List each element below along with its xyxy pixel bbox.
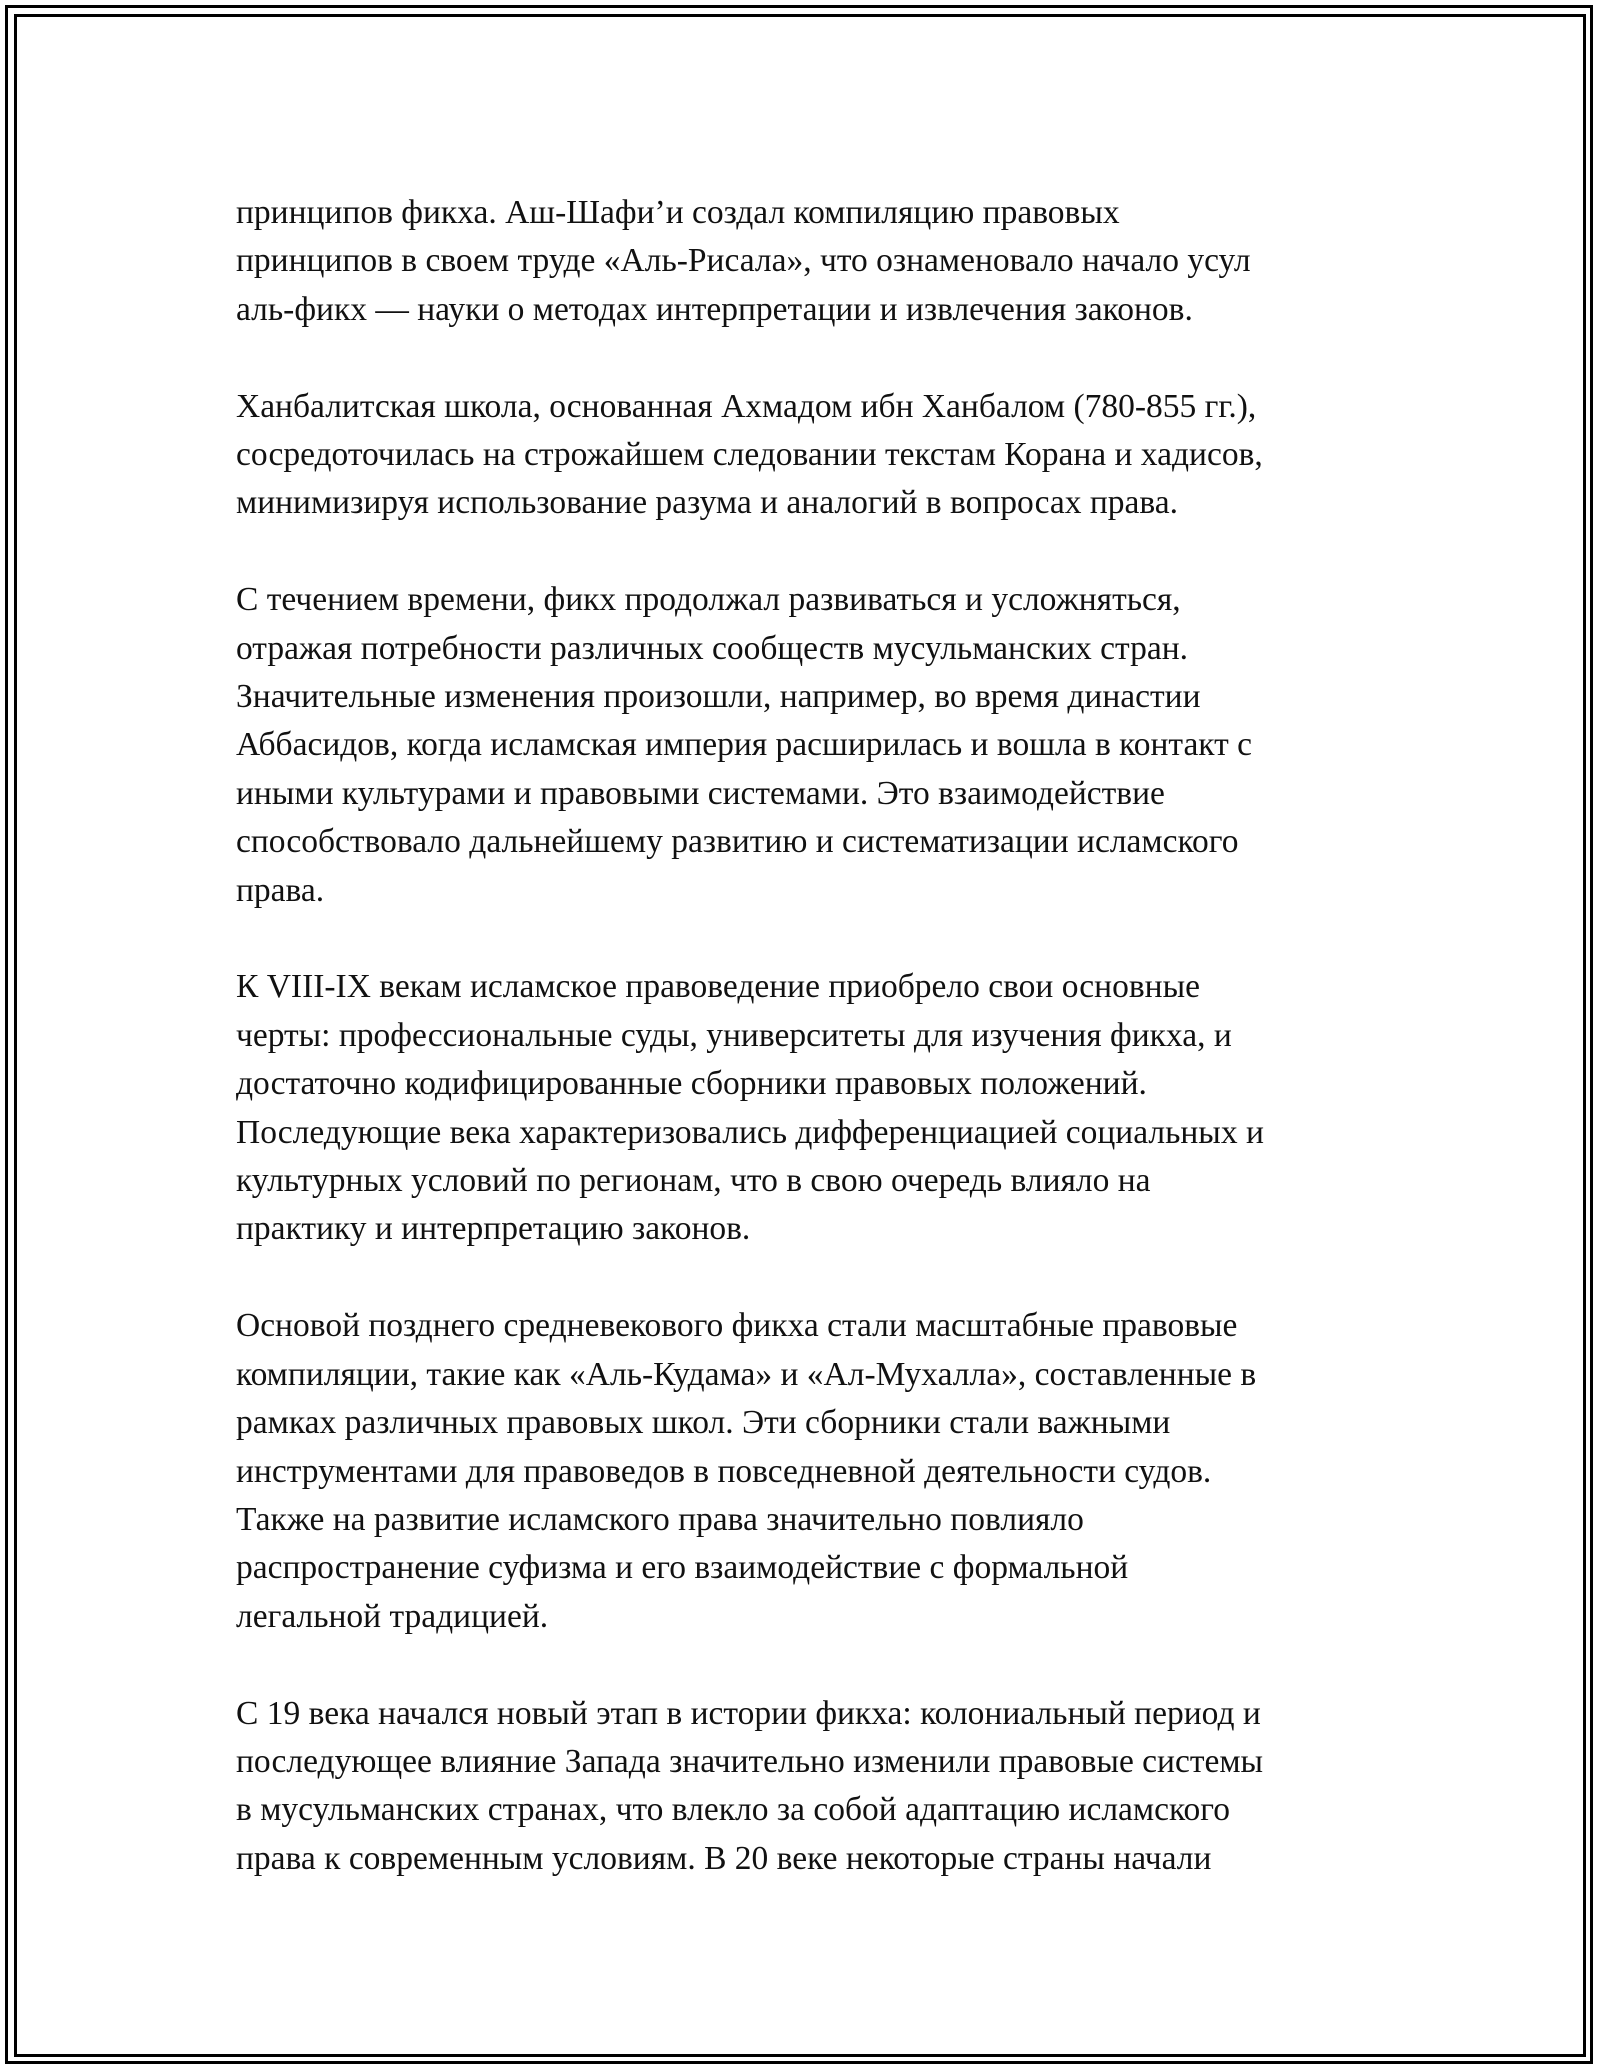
text-line: права. [236, 871, 325, 909]
text-line: Значительные изменения произошли, например, во время династии [236, 678, 1201, 716]
paragraph [236, 189, 1386, 334]
text-line: аль-фикх — науки о методах интерпретации и извлечения законов. [236, 290, 1193, 328]
text-line: права к современным условиям. В 20 веке некоторые страны начали [236, 1839, 1212, 1877]
text-line: в мусульманских странах, что влекло за собой адаптацию исламского [236, 1791, 1230, 1829]
text-line: минимизируя использование разума и аналогий в вопросах права. [236, 484, 1179, 522]
text-line: К VIII-IX векам исламское правоведение приобрело свои основные [236, 968, 1200, 1006]
text-line: рамках различных правовых школ. Эти сборники стали важными [236, 1404, 1171, 1442]
text-line: практику и интерпретацию законов. [236, 1210, 751, 1248]
document-body [236, 189, 1386, 1883]
text-line: С течением времени, фикх продолжал развиваться и усложняться, [236, 581, 1181, 619]
text-line: черты: профессиональные суды, университеты для изучения фикха, и [236, 1016, 1232, 1054]
text-line: Аббасидов, когда исламская империя расширилась и вошла в контакт с [236, 726, 1253, 764]
paragraph [236, 576, 1386, 915]
text-line: Основой позднего средневекового фикха стали масштабные правовые [236, 1307, 1238, 1345]
text-line: сосредоточилась на строжайшем следовании текстам Корана и хадисов, [236, 436, 1263, 474]
text-line: достаточно кодифицированные сборники правовых положений. [236, 1065, 1147, 1103]
text-line: последующее влияние Запада значительно изменили правовые системы [236, 1742, 1264, 1780]
paragraph [236, 1690, 1386, 1884]
text-line: принципов в своем труде «Аль-Рисала», что ознаменовало начало усул [236, 242, 1251, 280]
paragraph [236, 383, 1386, 528]
paragraph [236, 963, 1386, 1253]
text-line: распространение суфизма и его взаимодействие с формальной [236, 1549, 1129, 1587]
paragraph [236, 1302, 1386, 1641]
text-line: легальной традицией. [236, 1597, 549, 1635]
text-line: культурных условий по регионам, что в свою очередь влияло на [236, 1162, 1151, 1200]
text-line: иными культурами и правовыми системами. Это взаимодействие [236, 774, 1165, 812]
text-line: отражая потребности различных сообществ мусульманских стран. [236, 629, 1189, 667]
text-line: Ханбалитская школа, основанная Ахмадом ибн Ханбалом (780-855 гг.), [236, 387, 1257, 425]
text-line: способствовало дальнейшему развитию и систематизации исламского [236, 823, 1239, 861]
text-line: принципов фикха. Аш-Шафи’и создал компиляцию правовых [236, 194, 1120, 231]
text-line: Последующие века характеризовались дифференциацией социальных и [236, 1113, 1264, 1151]
text-line: С 19 века начался новый этап в истории фикха: колониальный период и [236, 1694, 1261, 1732]
text-line: Также на развитие исламского права значительно повлияло [236, 1500, 1084, 1538]
text-line: компиляции, такие как «Аль-Кудама» и «Ал-Мухалла», составленные в [236, 1355, 1257, 1393]
text-line: инструментами для правоведов в повседневной деятельности судов. [236, 1452, 1212, 1490]
